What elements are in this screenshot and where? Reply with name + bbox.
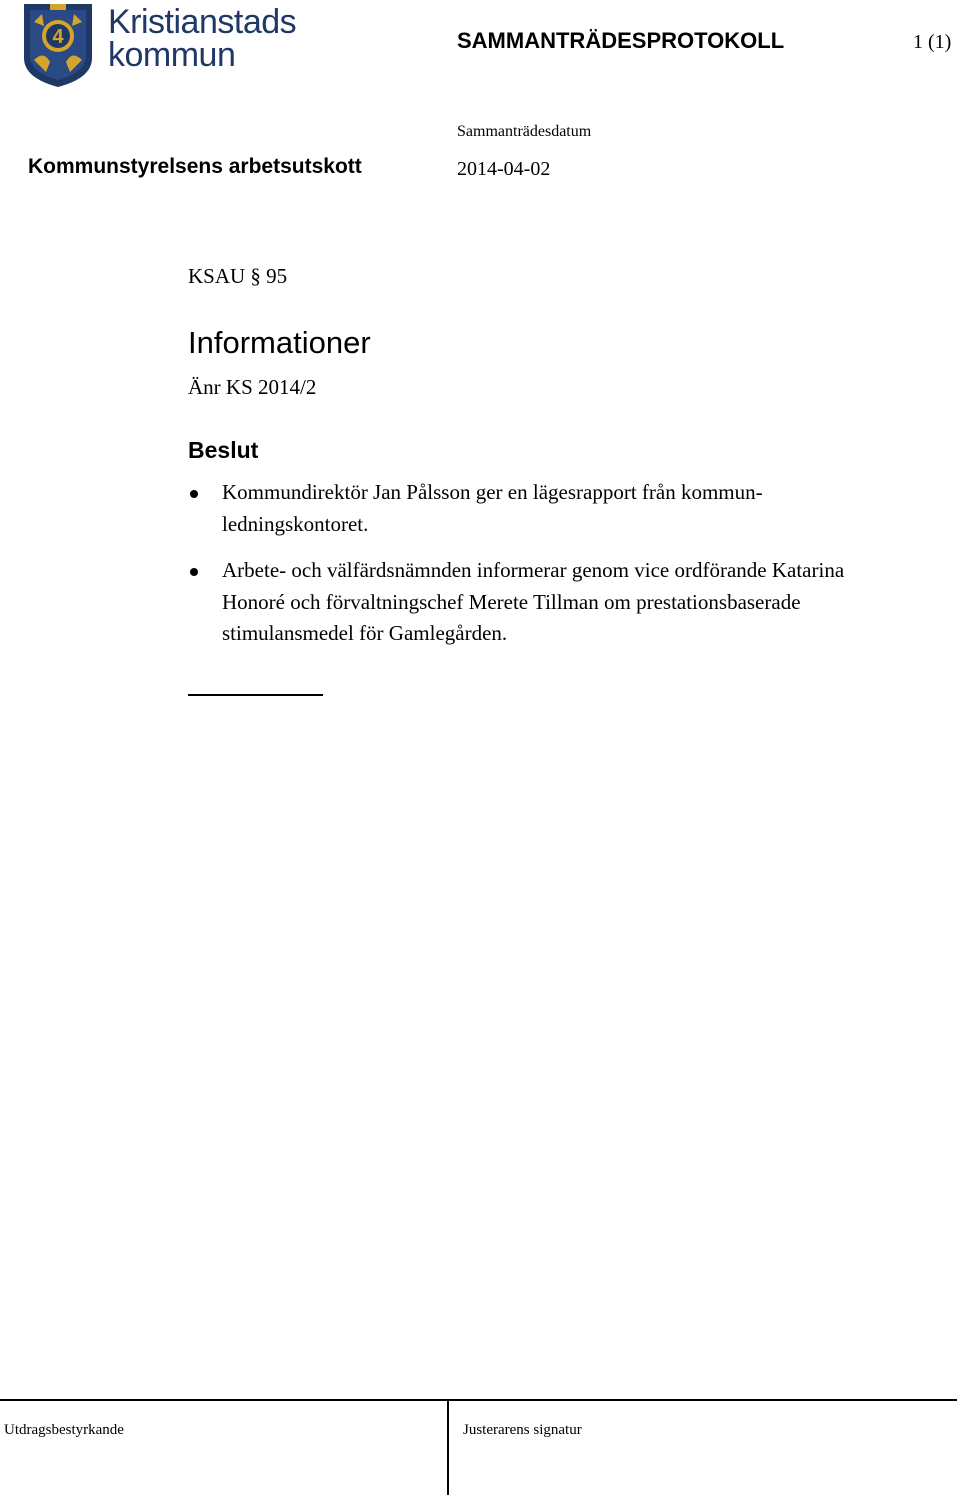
list-item-text: Arbete- och välfärdsnämnden informerar genom vice ordförande Katarina Honoré och förvaltningschef Merete Tillman om prestationsbaserade stimulansmedel för Gamlegården.: [222, 558, 845, 645]
list-item-text: Kommundirektör Jan Pålsson ger en lägesrapport från kommun-ledningskontoret.: [222, 480, 763, 536]
footer-divider: [0, 1399, 957, 1401]
municipality-logo: [20, 0, 320, 90]
bullet-icon: [190, 568, 198, 576]
document-title: SAMMANTRÄDESPROTOKOLL: [457, 28, 785, 53]
decision-heading: Beslut: [188, 437, 259, 463]
footer-column-divider: [447, 1399, 449, 1495]
end-rule: [188, 694, 323, 696]
footer-signature-label: Justerarens signatur: [463, 1422, 582, 1438]
meeting-date: 2014-04-02: [457, 158, 551, 180]
page-number: 1 (1): [913, 31, 952, 53]
page-title: Informationer: [188, 325, 371, 360]
footer-certification-label: Utdragsbestyrkande: [4, 1422, 124, 1438]
committee-name: Kommunstyrelsens arbetsutskott: [28, 155, 362, 178]
meeting-date-label: Sammanträdesdatum: [457, 123, 592, 140]
logo-wordmark-line2: kommun: [108, 36, 236, 74]
bullet-icon: [190, 490, 198, 498]
section-number: KSAU § 95: [188, 264, 288, 288]
coat-of-arms-icon: [20, 0, 96, 88]
logo-wordmark-line1: Kristianstads: [108, 3, 297, 41]
svg-text:4: 4: [52, 26, 64, 48]
diarie-number: Änr KS 2014/2: [188, 375, 317, 399]
